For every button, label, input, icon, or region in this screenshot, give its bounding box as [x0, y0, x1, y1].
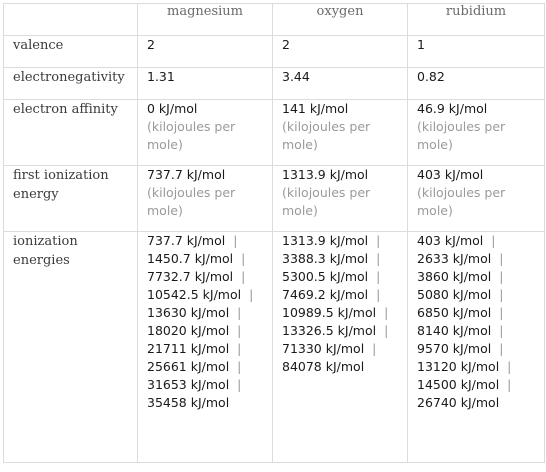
ionization-value: 10989.5 kJ/mol: [282, 305, 377, 320]
list-separator: |: [237, 359, 242, 374]
table-row-electronegativity: [4, 68, 545, 100]
list-separator: |: [237, 377, 242, 392]
value-text: 0 kJ/mol: [147, 101, 198, 116]
ionization-value: 31653 kJ/mol: [147, 377, 230, 392]
value-text: 1313.9 kJ/mol: [282, 167, 369, 182]
ionization-value: 18020 kJ/mol: [147, 323, 230, 338]
first-ionization-rubidium: [408, 166, 545, 232]
column-header-rubidium: rubidium: [408, 4, 545, 36]
value-text: 737.7 kJ/mol: [147, 167, 226, 182]
list-separator: |: [249, 287, 254, 302]
ionization-value: 13120 kJ/mol: [417, 359, 500, 374]
unit-note: (kilojoules per mole): [282, 119, 371, 152]
list-separator: |: [499, 287, 504, 302]
list-separator: |: [507, 359, 512, 374]
electron-affinity-magnesium: [138, 100, 273, 166]
list-separator: |: [499, 341, 504, 356]
corner-cell: [4, 4, 138, 36]
row-label-valence: valence: [4, 36, 138, 68]
valence-oxygen: 2: [273, 36, 408, 68]
ionization-value: 14500 kJ/mol: [417, 377, 500, 392]
header-row: [4, 4, 545, 36]
ionization-value: 26740 kJ/mol: [417, 395, 500, 410]
ionization-value: 35458 kJ/mol: [147, 395, 230, 410]
ionization-value: 8140 kJ/mol: [417, 323, 492, 338]
electronegativity-magnesium: 1.31: [138, 68, 273, 100]
unit-note: (kilojoules per mole): [417, 185, 506, 218]
ionization-value: 10542.5 kJ/mol: [147, 287, 242, 302]
first-ionization-magnesium: [138, 166, 273, 232]
ionization-value: 5080 kJ/mol: [417, 287, 492, 302]
list-separator: |: [233, 233, 238, 248]
list-separator: |: [376, 251, 381, 266]
list-separator: |: [507, 377, 512, 392]
ionization-value: 3388.3 kJ/mol: [282, 251, 369, 266]
ionization-value: 21711 kJ/mol: [147, 341, 230, 356]
list-separator: |: [372, 341, 377, 356]
list-separator: |: [241, 269, 246, 284]
ionization-value: 71330 kJ/mol: [282, 341, 365, 356]
row-label-electronegativity: electronegativity: [4, 68, 138, 100]
list-separator: |: [499, 323, 504, 338]
ionization-value: 7469.2 kJ/mol: [282, 287, 369, 302]
electron-affinity-oxygen: [273, 100, 408, 166]
row-label-ionization-energies: ionization energies: [4, 232, 138, 463]
first-ionization-oxygen: [273, 166, 408, 232]
ionization-value: 13630 kJ/mol: [147, 305, 230, 320]
row-label-electron-affinity: electron affinity: [4, 100, 138, 166]
ionization-list: [282, 232, 398, 376]
list-separator: |: [499, 251, 504, 266]
electronegativity-rubidium: 0.82: [408, 68, 545, 100]
list-separator: |: [499, 269, 504, 284]
ionization-value: 1450.7 kJ/mol: [147, 251, 234, 266]
list-separator: |: [237, 305, 242, 320]
table-row-ionization-energies: [4, 232, 545, 463]
electron-affinity-rubidium: [408, 100, 545, 166]
list-separator: |: [376, 233, 381, 248]
ionization-value: 6850 kJ/mol: [417, 305, 492, 320]
element-properties-table: [3, 3, 545, 463]
ionization-energies-oxygen: [273, 232, 408, 463]
list-separator: |: [499, 305, 504, 320]
column-header-oxygen: oxygen: [273, 4, 408, 36]
list-separator: |: [376, 287, 381, 302]
ionization-value: 3860 kJ/mol: [417, 269, 492, 284]
ionization-energies-magnesium: [138, 232, 273, 463]
ionization-energies-rubidium: [408, 232, 545, 463]
ionization-value: 9570 kJ/mol: [417, 341, 492, 356]
list-separator: |: [241, 251, 246, 266]
table-row-first-ionization-energy: [4, 166, 545, 232]
list-separator: |: [376, 269, 381, 284]
unit-note: (kilojoules per mole): [417, 119, 506, 152]
list-separator: |: [237, 341, 242, 356]
list-separator: |: [237, 323, 242, 338]
value-text: 141 kJ/mol: [282, 101, 349, 116]
value-text: 403 kJ/mol: [417, 167, 484, 182]
column-header-magnesium: magnesium: [138, 4, 273, 36]
ionization-value: 84078 kJ/mol: [282, 359, 365, 374]
ionization-list: [417, 232, 535, 412]
ionization-value: 13326.5 kJ/mol: [282, 323, 377, 338]
valence-rubidium: 1: [408, 36, 545, 68]
ionization-value: 7732.7 kJ/mol: [147, 269, 234, 284]
unit-note: (kilojoules per mole): [147, 185, 236, 218]
unit-note: (kilojoules per mole): [147, 119, 236, 152]
ionization-value: 5300.5 kJ/mol: [282, 269, 369, 284]
list-separator: |: [491, 233, 496, 248]
electronegativity-oxygen: 3.44: [273, 68, 408, 100]
valence-magnesium: 2: [138, 36, 273, 68]
ionization-value: 25661 kJ/mol: [147, 359, 230, 374]
row-label-first-ionization-energy: first ionization energy: [4, 166, 138, 232]
ionization-value: 2633 kJ/mol: [417, 251, 492, 266]
ionization-value: 403 kJ/mol: [417, 233, 484, 248]
table-row-valence: [4, 36, 545, 68]
value-text: 46.9 kJ/mol: [417, 101, 488, 116]
ionization-value: 737.7 kJ/mol: [147, 233, 226, 248]
ionization-value: 1313.9 kJ/mol: [282, 233, 369, 248]
ionization-list: [147, 232, 263, 412]
table-row-electron-affinity: [4, 100, 545, 166]
list-separator: |: [384, 305, 389, 320]
list-separator: |: [384, 323, 389, 338]
unit-note: (kilojoules per mole): [282, 185, 371, 218]
